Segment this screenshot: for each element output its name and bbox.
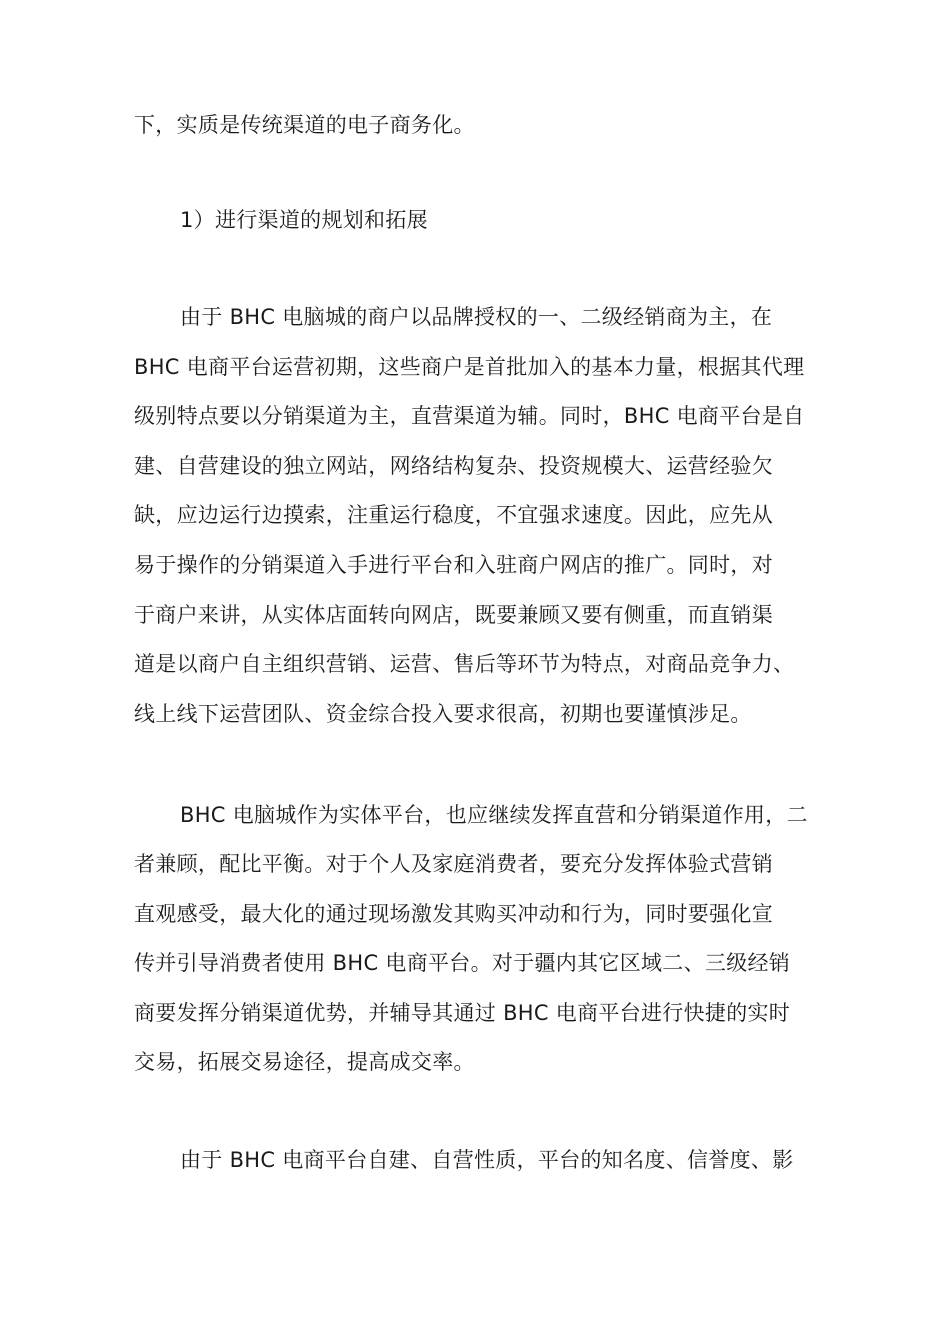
text-line: 者兼顾，配比平衡。对于个人及家庭消费者，要充分发挥体验式营销 [134,852,773,876]
text-line: 交易，拓展交易途径，提高成交率。 [134,1050,475,1074]
text-line: 易于操作的分销渠道入手进行平台和入驻商户网店的推广。同时，对 [134,553,773,577]
text-line: 传并引导消费者使用 BHC 电商平台。对于疆内其它区域二、三级经销 [134,951,791,975]
text-line: 道是以商户自主组织营销、运营、售后等环节为特点，对商品竞争力、 [134,652,795,676]
text-line: 直观感受，最大化的通过现场激发其购买冲动和行为，同时要强化宣 [134,902,773,926]
text-line: 于商户来讲，从实体店面转向网店，既要兼顾又要有侧重，而直销渠 [134,603,773,627]
text-line: 级别特点要以分销渠道为主，直营渠道为辅。同时，BHC 电商平台是自 [134,404,805,428]
text-line: 下，实质是传统渠道的电子商务化。 [134,113,475,137]
section-heading: 1）进行渠道的规划和拓展 [180,208,428,232]
text-line: 商要发挥分销渠道优势，并辅导其通过 BHC 电商平台进行快捷的实时 [134,1001,791,1025]
text-line: 由于 BHC 电商平台自建、自营性质，平台的知名度、信誉度、影 [180,1148,794,1172]
text-line: BHC 电脑城作为实体平台，也应继续发挥直营和分销渠道作用，二 [180,803,808,827]
text-line: 由于 BHC 电脑城的商户以品牌授权的一、二级经销商为主，在 [180,305,773,329]
text-line: 线上线下运营团队、资金综合投入要求很高，初期也要谨慎涉足。 [134,702,752,726]
text-line: 建、自营建设的独立网站，网络结构复杂、投资规模大、运营经验欠 [134,454,773,478]
text-line: 缺，应边运行边摸索，注重运行稳度，不宜强求速度。因此，应先从 [134,503,773,527]
text-line: BHC 电商平台运营初期，这些商户是首批加入的基本力量，根据其代理 [134,355,805,379]
